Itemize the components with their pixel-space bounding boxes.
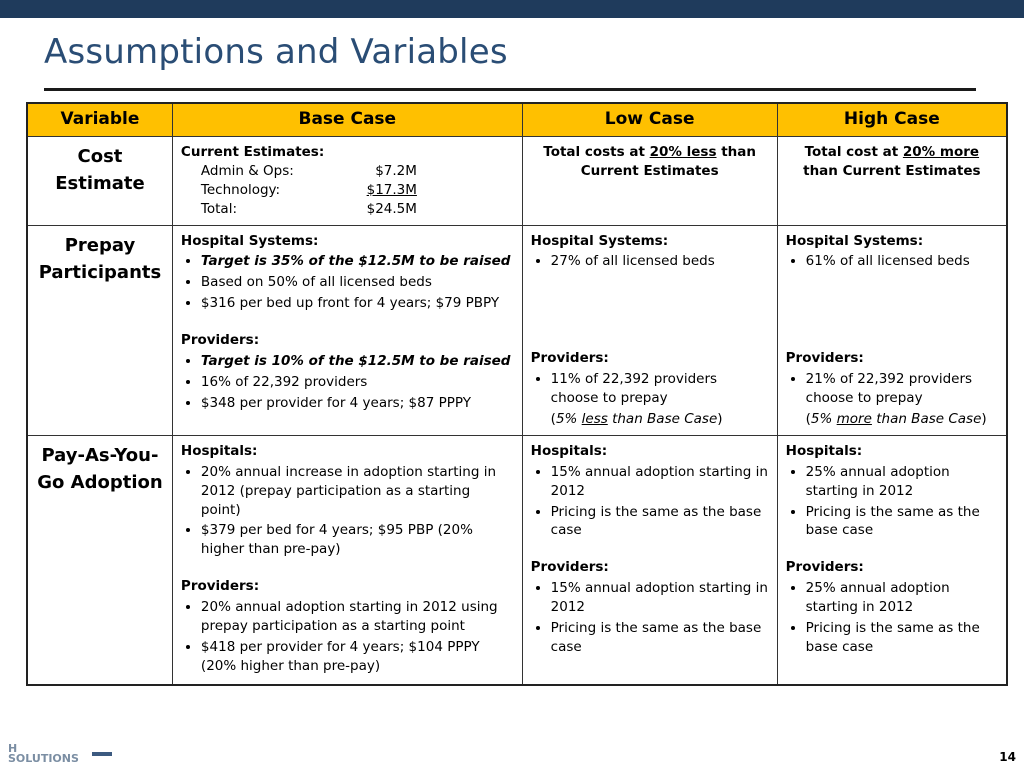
list-item: • Target is 10% of the $12.5M to be raised [201,352,514,371]
estimate-row: Admin & Ops: $7.2M [200,162,417,179]
row-label-prepay-participants: Prepay Participants [27,225,172,435]
bullet-list [181,463,514,559]
prepay-base-cell: Hospital Systems: • Target is 35% of the $12.5M to be raised • Based on 50% of all licensed beds • $316 per bed up front for 4 years; $79 PBPY Providers: • Target is 10% of the $12.5M to be raised • 16% of 22,392 providers • $348 per provider for 4 years; $87 PPPY [172,225,522,435]
list-item: • 15% annual adoption starting in 2012 [551,579,769,617]
table-row-payg-adoption [27,435,1007,684]
company-logo: H SOLUTIONS [4,720,114,766]
payg-base-cell: Hospitals: • 20% annual increase in adoption starting in 2012 (prepay participation as a starting point) • $379 per bed for 4 years; $95 PBP (20% higher than pre-pay) Providers: • 20% annual adoption starting in 2012 using prepay participation as a starting point • $418 per provider for 4 years; $104 PPPY (20% higher than pre-pay) [172,435,522,684]
list-item: • Pricing is the same as the base case [806,619,998,657]
row-label-payg-adoption: Pay-As-You-Go Adoption [27,435,172,684]
list-item: • 16% of 22,392 providers [201,373,514,392]
bullet-list [786,370,998,408]
col-header-base-case: Base Case [172,103,522,137]
list-item: • 20% annual adoption starting in 2012 using prepay participation as a starting point [201,598,514,636]
list-item: • 25% annual adoption starting in 2012 [806,579,998,617]
bullet-list [531,579,769,657]
list-item: • 15% annual adoption starting in 2012 [551,463,769,501]
list-item: • 11% of 22,392 providers choose to prepay [551,370,769,408]
list-item: • 20% annual increase in adoption starting in 2012 (prepay participation as a starting point) [201,463,514,520]
row-label-cost-estimate: Cost Estimate [27,137,172,226]
prepay-high-cell: Hospital Systems: • 61% of all licensed beds Providers: • 21% of 22,392 providers choose to prepay (5% more than Base Case) [777,225,1007,435]
cost-low-cell: Total costs at 20% less than Current Estimates [522,137,777,226]
slide-title: Assumptions and Variables [44,32,508,72]
col-header-variable: Variable [27,103,172,137]
list-item: • Pricing is the same as the base case [551,619,769,657]
payg-low-cell: Hospitals: • 15% annual adoption starting in 2012 • Pricing is the same as the base case Providers: • 15% annual adoption starting in 2012 • Pricing is the same as the base case [522,435,777,684]
cost-base-cell [172,137,522,226]
table-row-cost-estimate [27,137,1007,226]
estimate-row: Total: $24.5M [200,200,417,217]
bullet-list [531,252,769,271]
bullet-list [786,579,998,657]
title-divider [44,88,976,91]
page-number: 14 [999,750,1016,764]
list-item: • $316 per bed up front for 4 years; $79 PBPY [201,294,514,313]
col-header-high-case: High Case [777,103,1007,137]
list-item: • $379 per bed for 4 years; $95 PBP (20% higher than pre-pay) [201,521,514,559]
comparison-note: (5% more than Base Case) [805,411,987,428]
list-item: • $418 per provider for 4 years; $104 PPPY (20% higher than pre-pay) [201,638,514,676]
cost-high-cell: Total cost at 20% more than Current Estimates [777,137,1007,226]
bullet-list [181,352,514,413]
bullet-list [181,598,514,676]
cost-base-header: Current Estimates: [180,144,325,160]
comparison-note: (5% less than Base Case) [550,411,723,428]
logo-mark-icon [92,752,112,756]
bullet-list [786,252,998,271]
list-item: • Based on 50% of all licensed beds [201,273,514,292]
prepay-low-cell: Hospital Systems: • 27% of all licensed beds Providers: • 11% of 22,392 providers choose to prepay (5% less than Base Case) [522,225,777,435]
list-item: • Pricing is the same as the base case [551,503,769,541]
assumptions-table [26,102,1008,686]
list-item: • $348 per provider for 4 years; $87 PPPY [201,394,514,413]
list-item: • 21% of 22,392 providers choose to prepay [806,370,998,408]
bullet-list [531,370,769,408]
table-row-prepay-participants [27,225,1007,435]
top-banner [0,0,1024,18]
list-item: • 27% of all licensed beds [551,252,769,271]
col-header-low-case: Low Case [522,103,777,137]
estimate-row: Technology: $17.3M [200,181,417,198]
list-item: • 25% annual adoption starting in 2012 [806,463,998,501]
list-item: • Pricing is the same as the base case [806,503,998,541]
payg-high-cell: Hospitals: • 25% annual adoption starting in 2012 • Pricing is the same as the base case Providers: • 25% annual adoption starting in 2012 • Pricing is the same as the base case [777,435,1007,684]
list-item: • 61% of all licensed beds [806,252,998,271]
header-row [27,103,1007,137]
bullet-list [786,463,998,541]
bullet-list [531,463,769,541]
bullet-list [181,252,514,313]
list-item: • Target is 35% of the $12.5M to be raised [201,252,514,271]
